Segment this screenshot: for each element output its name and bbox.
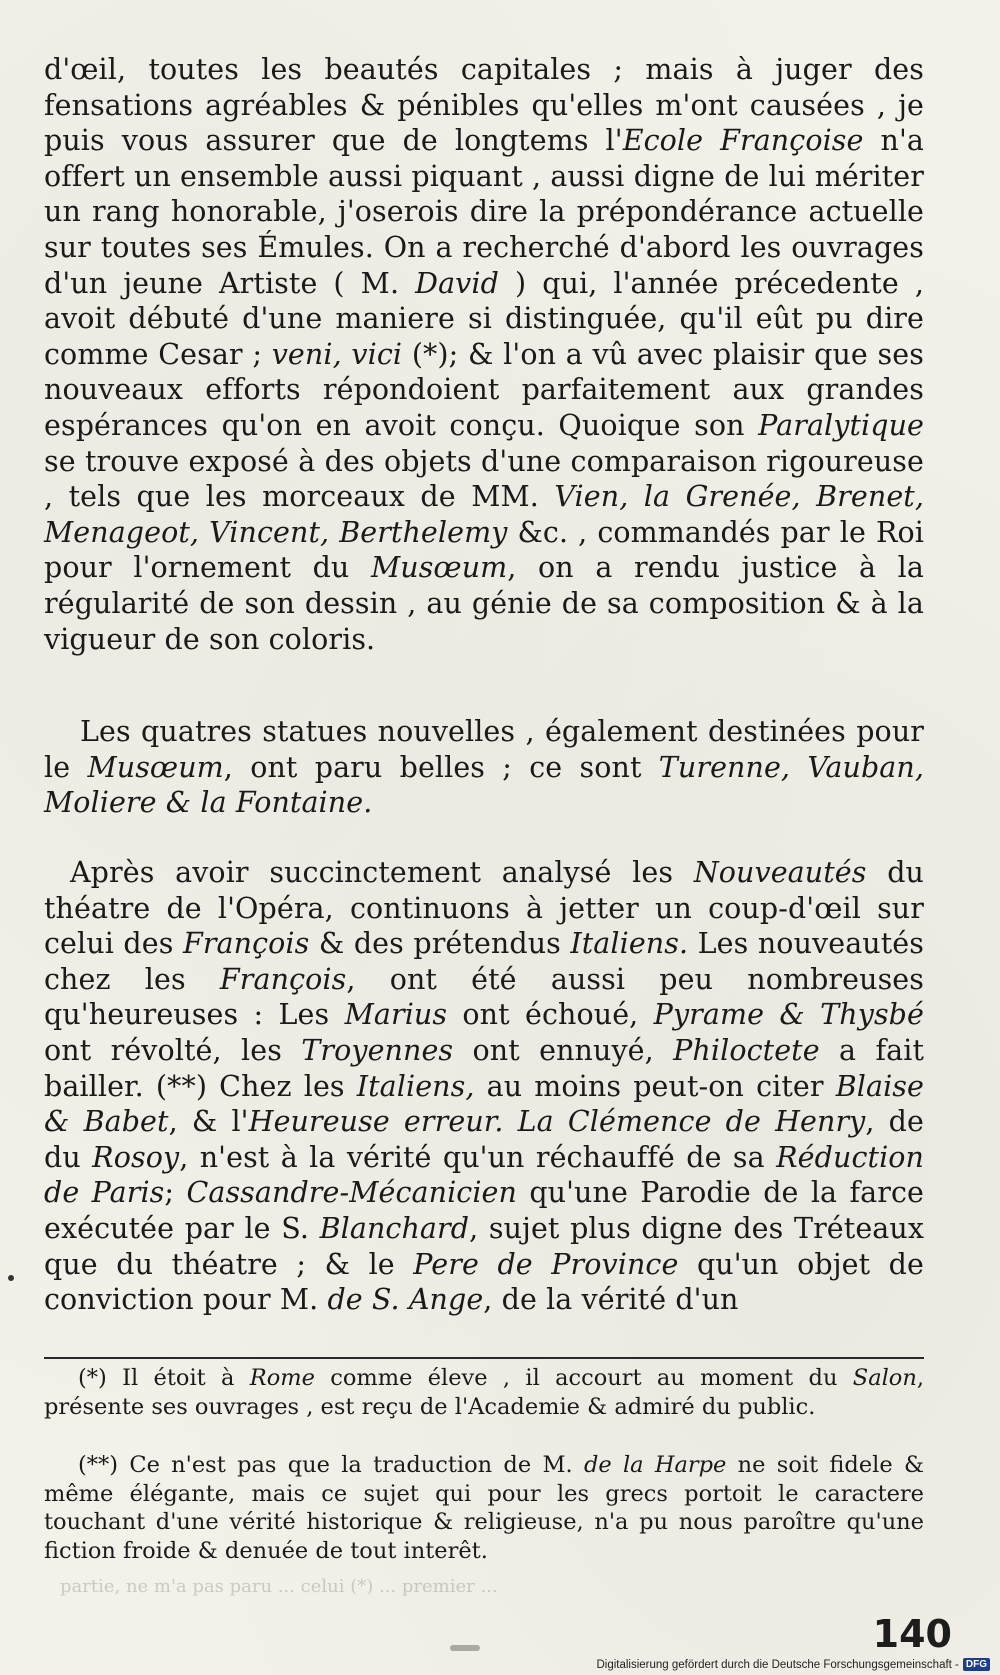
text-run: n'a offert un ensemble aussi piquant , aussi digne de lui mériter un rang honorable, j'oserois dire la prépondérance actuelle sur toutes ses Émules. On a recherché d'abord les ouvrages d'un jeune Artiste ( M. <box>44 124 924 300</box>
italic-run: François <box>219 962 347 996</box>
italic-run: Ecole Françoise <box>622 124 864 158</box>
italic-run: François <box>182 927 310 961</box>
italic-run: Musœum <box>87 750 224 784</box>
italic-run: Salon <box>852 1365 917 1391</box>
text-run <box>504 1105 518 1138</box>
text-run: (**) Ce n'est pas que la traduction de M. <box>78 1452 584 1478</box>
text-run: ont révolté, les <box>44 1033 302 1067</box>
italic-run: Troyennes <box>301 1033 454 1067</box>
italic-run: Vien, la Grenée, Brenet, Menageot, Vincent, Berthelemy <box>44 480 924 549</box>
italic-run: Philoctete <box>673 1033 820 1067</box>
text-run: ne soit fidele & même élégante, mais ce sujet qui pour les grecs portoit le caractere touchant d'une vérité historique & religieuse, n'a pu nous paroître qu'une fiction froide & denuée de tout interêt. <box>44 1452 924 1564</box>
text-run: , ont été aussi peu nombreuses qu'heureuses : Les <box>44 962 924 1032</box>
text-run: qu'un objet de conviction pour M. <box>44 1247 924 1317</box>
footnote-1 <box>44 1364 924 1421</box>
ink-smudge <box>450 1645 480 1651</box>
footnote-2 <box>44 1451 924 1565</box>
italic-run: de S. Ange <box>327 1283 484 1317</box>
text-run: a fait bailler. (**) Chez les <box>44 1033 924 1103</box>
italic-run: Musœum <box>370 551 508 585</box>
italic-run: Pere de Province <box>413 1247 679 1281</box>
text-run: qu'une Parodie de la farce exécutée par le S. <box>44 1176 924 1245</box>
body-paragraph-1 <box>44 52 924 657</box>
italic-run: veni, vici <box>271 337 403 371</box>
italic-run: Rome <box>249 1365 315 1391</box>
italic-run: La Clémence de Henry <box>517 1105 866 1139</box>
text-run: , n'est à la vérité qu'un réchauffé de sa <box>179 1140 777 1174</box>
text-run: ; <box>164 1176 187 1210</box>
body-paragraph-3 <box>44 855 924 1318</box>
text-run: &c. , commandés par le Roi pour l'ornement du <box>44 515 924 585</box>
text-run: comme éleve , il accourt au moment du <box>314 1365 853 1391</box>
text-run: ont ennuyé, <box>453 1033 674 1067</box>
italic-run: Pyrame & Thysbé <box>653 998 924 1032</box>
italic-run: Rosoy <box>92 1140 180 1174</box>
text-run: se trouve exposé à des objets d'une comparaison rigoureuse , tels que les morceaux de MM. <box>44 444 924 514</box>
italic-run: Réduction de Paris <box>44 1140 924 1210</box>
text-run: & des prétendus <box>309 927 571 961</box>
italic-run: Paralytique <box>758 408 924 442</box>
margin-speck <box>8 1275 14 1281</box>
text-run: , ont paru belles ; ce sont <box>223 750 659 784</box>
text-run: du théatre de l'Opéra, continuons à jetter un coup-d'œil sur celui des <box>44 856 924 961</box>
text-run: , de du <box>44 1105 924 1174</box>
text-run: ) qui, l'année précedente , avoit débuté d'une maniere si distinguée, qu'il eût pu dire comme Cesar ; <box>44 266 924 371</box>
italic-run: Marius <box>344 998 448 1032</box>
text-run: Les quatres statues nouvelles , également destinées pour le <box>44 715 924 784</box>
text-run: ont échoué, <box>447 998 654 1032</box>
text-run: Après avoir succinctement analysé les <box>70 856 694 889</box>
italic-run: Turenne, Vauban, Moliere & la Fontaine. <box>44 750 925 820</box>
footnote-divider <box>44 1357 924 1359</box>
text-run: , & l' <box>168 1105 249 1139</box>
text-run: d'œil, toutes les beautés capitales ; mais à juger des fensations agréables & pénibles qu'elles m'ont causées , je puis vous assurer que de longtems l' <box>44 53 924 158</box>
italic-run: Italiens, <box>356 1069 475 1103</box>
text-run: Les nouveautés chez les <box>44 927 924 996</box>
body-paragraph-2 <box>44 714 924 821</box>
italic-run: Cassandre-Mécanicien <box>186 1176 517 1210</box>
text-run: (*); & l'on a vû avec plaisir que ses nouveaux efforts répondoient parfaitement aux grandes espérances qu'on en avoit conçu. Quoique son <box>44 337 924 442</box>
italic-run: Italiens. <box>570 927 689 961</box>
text-run: (*) Il étoit à <box>78 1365 250 1391</box>
text-run: , de la vérité d'un <box>483 1283 739 1317</box>
italic-run: Nouveautés <box>693 856 867 889</box>
text-run: , on a rendu justice à la régularité de son dessin , au génie de sa composition & à la vigueur de son coloris. <box>44 551 924 656</box>
italic-run: Blanchard <box>319 1211 470 1245</box>
credit-text: Digitalisierung gefördert durch die Deutsche Forschungsgemeinschaft - <box>596 1658 959 1671</box>
italic-run: Blaise & Babet <box>44 1069 924 1139</box>
bleed-through-text: partie, ne m'a pas paru ... celui (*) ... premier ... <box>60 1576 498 1597</box>
italic-run: David <box>415 266 499 300</box>
italic-run: Heureuse erreur. <box>248 1105 504 1139</box>
dfg-logo-icon: DFG <box>963 1658 990 1671</box>
page-number: 140 <box>872 1612 952 1656</box>
text-run: au moins peut-on citer <box>474 1069 836 1103</box>
text-run: , présente ses ouvrages , est reçu de l'Academie & admiré du public. <box>44 1365 924 1420</box>
text-run: , sujet plus digne des Tréteaux que du théatre ; & le <box>44 1211 925 1281</box>
digitization-credit <box>596 1658 990 1671</box>
italic-run: de la Harpe <box>583 1452 727 1478</box>
